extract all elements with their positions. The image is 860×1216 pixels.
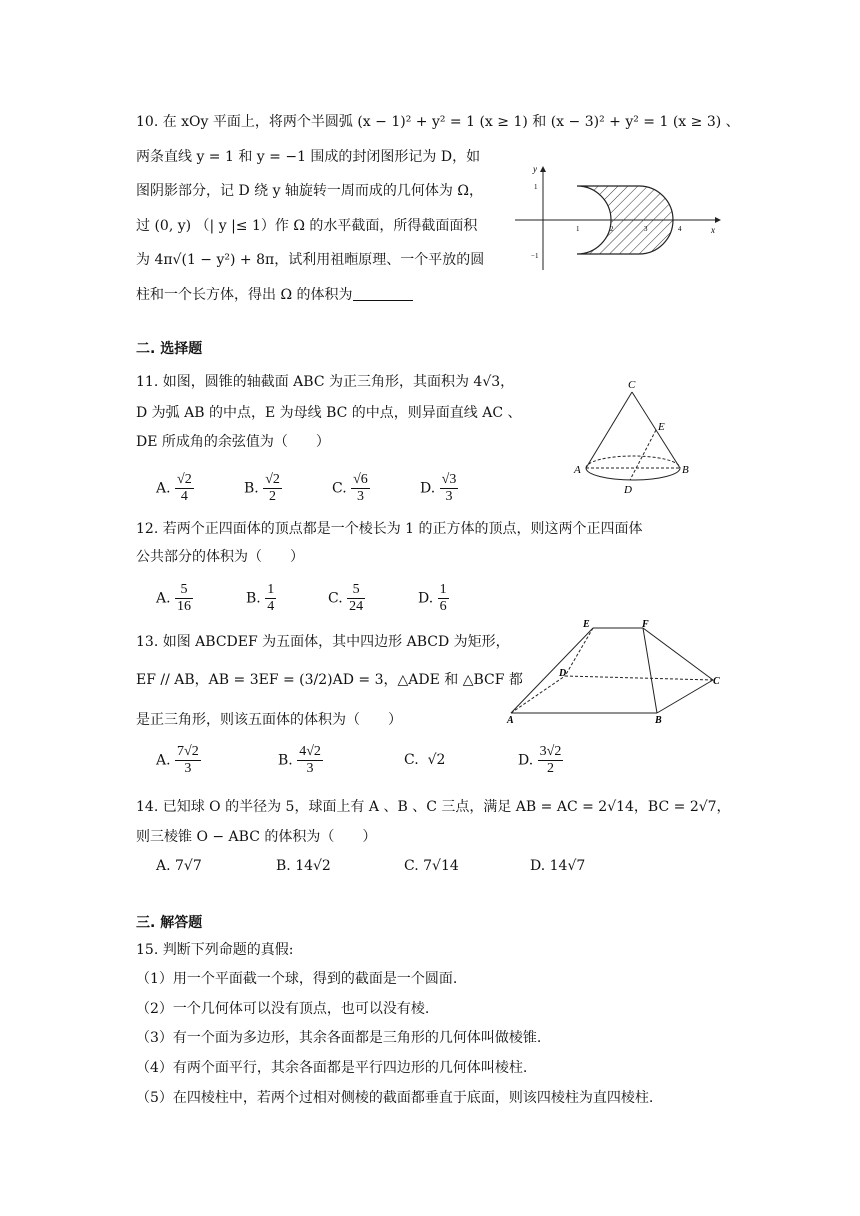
q10-line-5: 为 4π√(1 − y²) + 8π，试利用祖暅原理、一个平放的圆 bbox=[136, 252, 485, 268]
q12-option-c[interactable]: C. $\frac{5}{24}$ bbox=[328, 582, 364, 614]
edge-bc bbox=[657, 680, 713, 713]
q14-options bbox=[156, 858, 616, 882]
q13-option-c[interactable]: C. √2 bbox=[404, 752, 446, 768]
edge-ad bbox=[511, 676, 565, 713]
q13-line-3: 是正三角形，则该五面体的体积为（ ） bbox=[136, 712, 402, 728]
label-e: E bbox=[583, 619, 590, 630]
q12-line-2: 公共部分的体积为（ ） bbox=[136, 549, 304, 565]
label-e: E bbox=[658, 421, 665, 433]
label-b: B bbox=[682, 464, 689, 476]
q12-option-a[interactable]: A. $\frac{5}{16}$ bbox=[156, 582, 192, 614]
q10-line-6 bbox=[136, 285, 413, 305]
q11-option-d[interactable]: D. $\frac{√3}{3}$ bbox=[420, 472, 457, 504]
q15-item-3: （3）有一个面为多边形，其余各面都是三角形的几何体叫做棱锥. bbox=[136, 1030, 542, 1046]
x-axis-arrow bbox=[715, 217, 721, 223]
tick-y-bottom: −1 bbox=[531, 252, 539, 260]
q15-item-5: （5）在四棱柱中，若两个过相对侧棱的截面都垂直于底面，则该四棱柱为直四棱柱. bbox=[136, 1090, 654, 1106]
q11-option-c[interactable]: C. $\frac{√6}{3}$ bbox=[332, 472, 368, 504]
section-heading-answer: 三. 解答题 bbox=[136, 915, 203, 931]
label-d: D bbox=[559, 668, 567, 679]
tick-x-4: 4 bbox=[678, 225, 682, 233]
label-f: F bbox=[642, 619, 649, 630]
q11-cone-figure bbox=[568, 376, 708, 498]
q11-line-1: 11. 如图，圆锥的轴截面 ABC 为正三角形，其面积为 4√3， bbox=[136, 374, 515, 390]
q11-options bbox=[156, 464, 496, 504]
cone-base-front bbox=[586, 468, 680, 480]
q13-option-b[interactable]: B. $\frac{4√2}{3}$ bbox=[278, 744, 321, 776]
q11-line-2: D 为弧 AB 的中点，E 为母线 BC 的中点，则异面直线 AC 、 bbox=[136, 405, 522, 421]
q11-line-3: DE 所成角的余弦值为（ ） bbox=[136, 434, 330, 450]
q13-options bbox=[156, 740, 576, 782]
section-heading-choice: 二. 选择题 bbox=[136, 341, 203, 357]
q10-line-1: 10. 在 xOy 平面上，将两个半圆弧 (x − 1)² + y² = 1 (x ≥ 1) 和 (x − 3)² + y² = 1 (x ≥ 3) 、 bbox=[136, 114, 740, 130]
q10-line-6-text: 柱和一个长方体，得出 Ω 的体积为 bbox=[136, 287, 353, 303]
q10-shaded-region-figure bbox=[515, 160, 725, 272]
q15-line-0: 15. 判断下列命题的真假: bbox=[136, 942, 294, 958]
q12-option-d[interactable]: D. $\frac{1}{6}$ bbox=[418, 582, 447, 614]
y-axis-arrow bbox=[540, 166, 546, 172]
segment-de bbox=[630, 430, 656, 480]
q15-item-4: （4）有两个面平行，其余各面都是平行四边形的几何体叫棱柱. bbox=[136, 1060, 528, 1076]
edge-dc bbox=[565, 676, 713, 680]
cone-base-back bbox=[586, 456, 680, 468]
q11-option-b[interactable]: B. $\frac{√2}{2}$ bbox=[244, 472, 280, 504]
q13-option-d[interactable]: D. $\frac{3√2}{2}$ bbox=[518, 744, 562, 776]
q14-option-b[interactable]: B. 14√2 bbox=[276, 858, 331, 874]
q15-item-2: （2）一个几何体可以没有顶点，也可以没有棱. bbox=[136, 1001, 430, 1017]
q13-line-1: 13. 如图 ABCDEF 为五面体，其中四边形 ABCD 为矩形， bbox=[136, 634, 510, 650]
edge-ea bbox=[511, 628, 593, 713]
tick-x-3: 3 bbox=[644, 225, 648, 233]
q12-option-b[interactable]: B. $\frac{1}{4}$ bbox=[246, 582, 275, 614]
edge-fc bbox=[643, 628, 713, 680]
y-axis-label: y bbox=[533, 164, 537, 174]
label-a: A bbox=[507, 715, 514, 726]
q12-line-1: 12. 若两个正四面体的顶点都是一个棱长为 1 的正方体的顶点，则这两个正四面体 bbox=[136, 521, 643, 537]
q10-line-2: 两条直线 y = 1 和 y = −1 围成的封闭图形记为 D，如 bbox=[136, 149, 481, 165]
tick-y-top: 1 bbox=[534, 183, 538, 191]
q14-option-c[interactable]: C. 7√14 bbox=[404, 858, 459, 874]
q10-line-4: 过 (0, y) （| y |≤ 1）作 Ω 的水平截面，所得截面面积 bbox=[136, 218, 478, 234]
q13-pentahedron-figure bbox=[505, 618, 730, 726]
q15-item-1: （1）用一个平面截一个球，得到的截面是一个圆面. bbox=[136, 971, 458, 987]
label-d: D bbox=[624, 484, 632, 496]
answer-blank bbox=[353, 286, 413, 301]
q13-option-a[interactable]: A. $\frac{7√2}{3}$ bbox=[156, 744, 199, 776]
q14-line-2: 则三棱锥 O − ABC 的体积为（ ） bbox=[136, 829, 377, 845]
q11-option-a[interactable]: A. $\frac{√2}{4}$ bbox=[156, 472, 192, 504]
q14-option-a[interactable]: A. 7√7 bbox=[156, 858, 202, 874]
label-c: C bbox=[713, 676, 720, 687]
q10-line-3: 图阴影部分，记 D 绕 y 轴旋转一周而成的几何体为 Ω， bbox=[136, 183, 483, 199]
q13-line-2: EF // AB，AB = 3EF = (3/2)AD = 3，△ADE 和 △BCF 都 bbox=[136, 672, 523, 688]
label-c: C bbox=[628, 379, 636, 391]
q12-options bbox=[156, 576, 476, 616]
tick-x-2: 2 bbox=[610, 225, 614, 233]
x-axis-label: x bbox=[711, 225, 715, 235]
tick-x-1: 1 bbox=[576, 225, 580, 233]
label-a: A bbox=[574, 464, 581, 476]
label-b: B bbox=[655, 715, 662, 726]
q14-option-d[interactable]: D. 14√7 bbox=[530, 858, 586, 874]
q14-line-1: 14. 已知球 O 的半径为 5，球面上有 A 、B 、C 三点，满足 AB = AC = 2√14，BC = 2√7， bbox=[136, 799, 731, 815]
edge-fb bbox=[643, 628, 657, 713]
